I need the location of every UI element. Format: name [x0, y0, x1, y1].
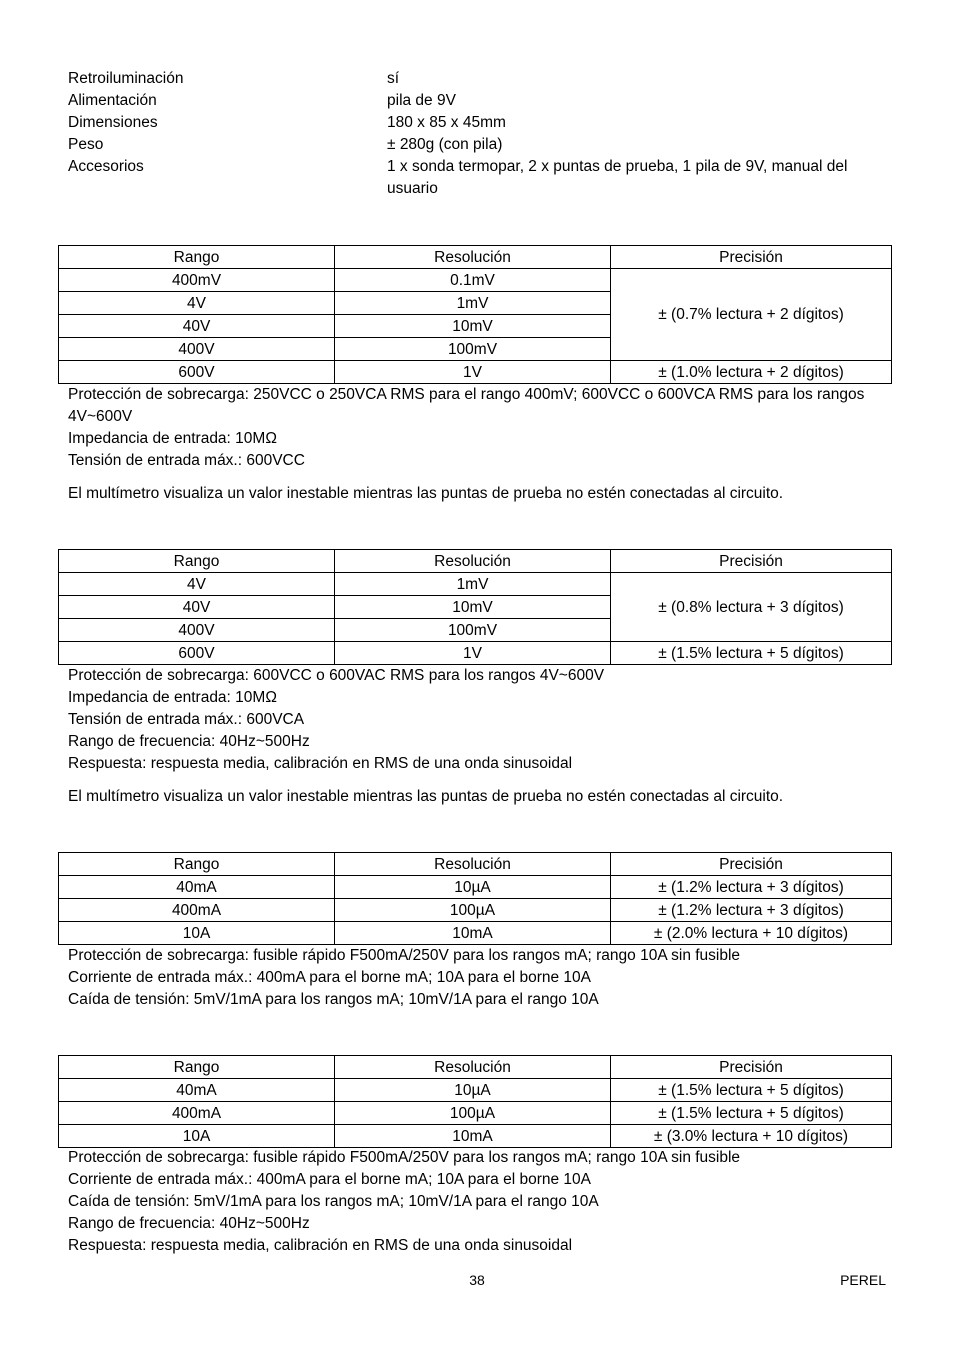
cell-rango: 40mA [59, 876, 335, 899]
ac-voltage-table [58, 549, 892, 665]
note-line: Caída de tensión: 5mV/1mA para los rangos mA; 10mV/1A para el rango 10A [68, 991, 599, 1008]
cell-precision: ± (1.0% lectura + 2 dígitos) [611, 361, 892, 384]
header-rango: Rango [59, 246, 335, 269]
page-number: 38 [469, 1272, 485, 1288]
note-line: Rango de frecuencia: 40Hz~500Hz [68, 1215, 310, 1232]
cell-rango: 400mV [59, 269, 335, 292]
table-row [59, 922, 892, 945]
cell-resolucion: 10mV [335, 596, 611, 619]
spec-row [68, 112, 888, 134]
note-line: Caída de tensión: 5mV/1mA para los rangos mA; 10mV/1A para el rango 10A [68, 1193, 599, 1210]
cell-rango: 400V [59, 619, 335, 642]
cell-resolucion: 10mA [335, 1125, 611, 1148]
cell-resolucion: 100µA [335, 899, 611, 922]
note-line: Impedancia de entrada: 10MΩ [68, 689, 277, 706]
cell-rango: 600V [59, 642, 335, 665]
spec-value: 1 x sonda termopar, 2 x puntas de prueba, 1 pila de 9V, manual del usuario [387, 158, 848, 197]
header-precision: Precisión [611, 550, 892, 573]
note-line: Tensión de entrada máx.: 600VCA [68, 711, 305, 728]
cell-rango: 10A [59, 922, 335, 945]
header-resolucion: Resolución [335, 246, 611, 269]
cell-precision: ± (1.2% lectura + 3 dígitos) [611, 899, 892, 922]
spec-row [68, 134, 888, 156]
table-row [59, 642, 892, 665]
note-line: Protección de sobrecarga: fusible rápido F500mA/250V para los rangos mA; rango 10A sin fusible [68, 1149, 741, 1166]
spec-value: ± 280g (con pila) [387, 136, 503, 153]
cell-precision: ± (1.5% lectura + 5 dígitos) [611, 1079, 892, 1102]
remark-line: El multímetro visualiza un valor inestable mientras las puntas de prueba no estén conectadas al circuito. [68, 485, 784, 502]
cell-precision: ± (1.5% lectura + 5 dígitos) [611, 642, 892, 665]
cell-resolucion: 100µA [335, 1102, 611, 1125]
cell-resolucion: 1mV [335, 573, 611, 596]
cell-resolucion: 10mA [335, 922, 611, 945]
cell-resolucion: 10mV [335, 315, 611, 338]
note-line: Protección de sobrecarga: fusible rápido F500mA/250V para los rangos mA; rango 10A sin fusible [68, 947, 741, 964]
cell-resolucion: 100mV [335, 338, 611, 361]
note-line: Tensión de entrada máx.: 600VCC [68, 452, 305, 469]
note-line: Protección de sobrecarga: 250VCC o 250VCA RMS para el rango 400mV; 600VCC o 600VCA RMS para los rangos 4V~600V [68, 386, 865, 425]
cell-resolucion: 100mV [335, 619, 611, 642]
ac-current-notes [68, 1147, 898, 1257]
cell-precision: ± (3.0% lectura + 10 dígitos) [611, 1125, 892, 1148]
table-row [59, 361, 892, 384]
table-row [59, 1079, 892, 1102]
table-header-row [59, 853, 892, 876]
header-resolucion: Resolución [335, 1056, 611, 1079]
note-line: Corriente de entrada máx.: 400mA para el borne mA; 10A para el borne 10A [68, 969, 592, 986]
cell-resolucion: 10µA [335, 1079, 611, 1102]
table-row [59, 876, 892, 899]
cell-resolucion: 1V [335, 361, 611, 384]
cell-precision: ± (1.5% lectura + 5 dígitos) [611, 1102, 892, 1125]
header-rango: Rango [59, 1056, 335, 1079]
note-line: Rango de frecuencia: 40Hz~500Hz [68, 733, 310, 750]
ac-voltage-notes [68, 665, 898, 808]
table-row [59, 573, 892, 596]
note-line: Respuesta: respuesta media, calibración en RMS de una onda sinusoidal [68, 1237, 573, 1254]
cell-precision: ± (1.2% lectura + 3 dígitos) [611, 876, 892, 899]
cell-rango: 4V [59, 573, 335, 596]
spec-row [68, 156, 888, 200]
cell-rango: 40mA [59, 1079, 335, 1102]
cell-rango: 400V [59, 338, 335, 361]
header-precision: Precisión [611, 1056, 892, 1079]
table-row [59, 899, 892, 922]
cell-rango: 400mA [59, 1102, 335, 1125]
spec-label: Accesorios [68, 158, 144, 175]
ac-current-table [58, 1055, 892, 1148]
table-row [59, 1102, 892, 1125]
dc-voltage-notes [68, 384, 898, 505]
note-line: Protección de sobrecarga: 600VCC o 600VAC RMS para los rangos 4V~600V [68, 667, 605, 684]
dc-current-table [58, 852, 892, 945]
spec-value: pila de 9V [387, 92, 456, 109]
note-line: Corriente de entrada máx.: 400mA para el borne mA; 10A para el borne 10A [68, 1171, 592, 1188]
cell-resolucion: 10µA [335, 876, 611, 899]
spec-row [68, 68, 888, 90]
dc-voltage-table [58, 245, 892, 384]
header-rango: Rango [59, 853, 335, 876]
dc-current-notes [68, 945, 898, 1011]
cell-resolucion: 1V [335, 642, 611, 665]
general-specs [68, 68, 888, 200]
spec-label: Alimentación [68, 92, 157, 109]
cell-rango: 400mA [59, 899, 335, 922]
table-header-row [59, 246, 892, 269]
remark-line: El multímetro visualiza un valor inestable mientras las puntas de prueba no estén conectadas al circuito. [68, 788, 784, 805]
spec-row [68, 90, 888, 112]
cell-rango: 40V [59, 596, 335, 619]
spec-value: sí [387, 70, 400, 87]
header-precision: Precisión [611, 246, 892, 269]
table-row [59, 1125, 892, 1148]
header-resolucion: Resolución [335, 853, 611, 876]
cell-precision: ± (2.0% lectura + 10 dígitos) [611, 922, 892, 945]
cell-resolucion: 1mV [335, 292, 611, 315]
spec-label: Dimensiones [68, 114, 158, 131]
cell-rango: 10A [59, 1125, 335, 1148]
note-line: Respuesta: respuesta media, calibración en RMS de una onda sinusoidal [68, 755, 573, 772]
cell-rango: 40V [59, 315, 335, 338]
cell-precision: ± (0.8% lectura + 3 dígitos) [611, 573, 892, 642]
table-row [59, 269, 892, 292]
spec-label: Peso [68, 136, 104, 153]
cell-rango: 600V [59, 361, 335, 384]
table-header-row [59, 550, 892, 573]
cell-precision: ± (0.7% lectura + 2 dígitos) [611, 269, 892, 361]
cell-resolucion: 0.1mV [335, 269, 611, 292]
header-rango: Rango [59, 550, 335, 573]
spec-label: Retroiluminación [68, 70, 184, 87]
cell-rango: 4V [59, 292, 335, 315]
header-resolucion: Resolución [335, 550, 611, 573]
spec-value: 180 x 85 x 45mm [387, 114, 506, 131]
header-precision: Precisión [611, 853, 892, 876]
note-line: Impedancia de entrada: 10MΩ [68, 430, 277, 447]
brand-name: PEREL [840, 1272, 886, 1288]
table-header-row [59, 1056, 892, 1079]
